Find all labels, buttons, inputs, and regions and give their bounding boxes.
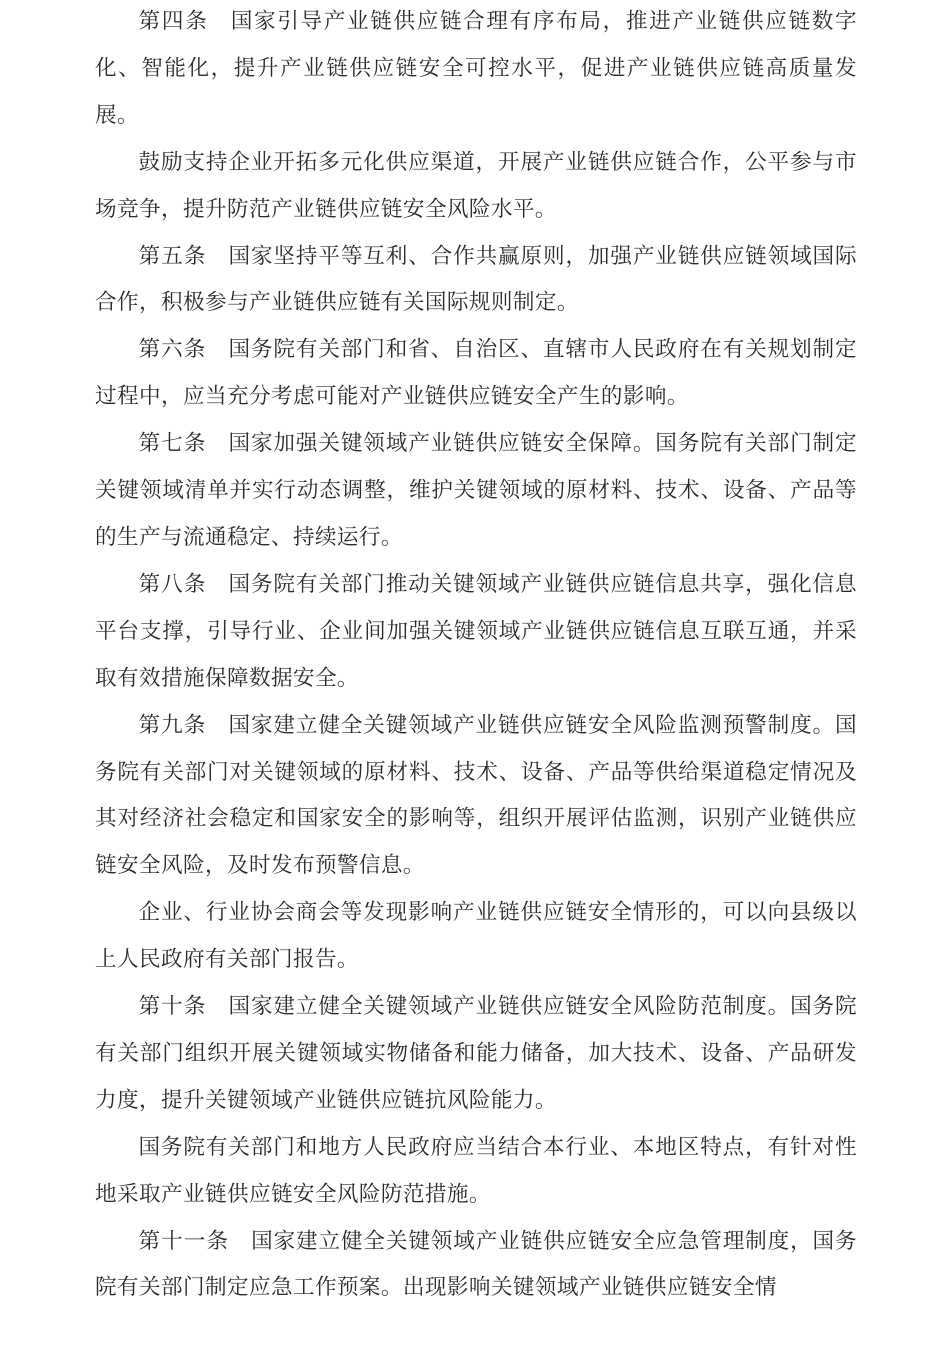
paragraph-article-7 <box>95 421 857 562</box>
paragraph-article-10 <box>95 984 857 1125</box>
paragraph-article-4-cont <box>95 140 857 234</box>
paragraph-article-11 <box>95 1219 857 1313</box>
paragraph-article-6 <box>95 327 857 421</box>
paragraph-text: 国务院有关部门和地方人民政府应当结合本行业、本地区特点，有针对性地采取产业链供应链安全风险防范措施。 <box>95 1134 857 1207</box>
paragraph-text: 国务院有关部门和省、自治区、直辖市人民政府在有关规划制定过程中，应当充分考虑可能对产业链供应链安全产生的影响。 <box>95 337 857 410</box>
paragraph-article-4 <box>95 0 857 140</box>
paragraph-article-9 <box>95 703 857 891</box>
paragraph-text: 国家坚持平等互利、合作共赢原则，加强产业链供应链领域国际合作，积极参与产业链供应链有关国际规则制定。 <box>95 243 857 316</box>
article-number: 第十条 <box>138 994 207 1020</box>
paragraph-text: 国家建立健全关键领域产业链供应链安全风险防范制度。国务院有关部门组织开展关键领域实物储备和能力储备，加大技术、设备、产品研发力度，提升关键领域产业链供应链抗风险能力。 <box>95 994 857 1113</box>
article-number: 第九条 <box>138 712 207 738</box>
article-number: 第六条 <box>138 337 207 363</box>
article-number: 第四条 <box>138 9 209 34</box>
paragraph-article-5 <box>95 234 857 328</box>
paragraph-text: 国家建立健全关键领域产业链供应链安全风险监测预警制度。国务院有关部门对关键领域的原材料、技术、设备、产品等供给渠道稳定情况及其对经济社会稳定和国家安全的影响等，组织开展评估监测，识别产业链供应链安全风险，及时发布预警信息。 <box>95 712 857 879</box>
paragraph-text: 鼓励支持企业开拓多元化供应渠道，开展产业链供应链合作，公平参与市场竞争，提升防范产业链供应链安全风险水平。 <box>95 149 857 222</box>
article-number: 第十一条 <box>138 1228 230 1254</box>
article-number: 第七条 <box>138 431 207 457</box>
article-number: 第五条 <box>138 243 207 269</box>
paragraph-text: 国家建立健全关键领域产业链供应链安全应急管理制度，国务院有关部门制定应急工作预案。出现影响关键领域产业链供应链安全情 <box>95 1228 857 1301</box>
paragraph-text: 企业、行业协会商会等发现影响产业链供应链安全情形的，可以向县级以上人民政府有关部门报告。 <box>95 900 857 973</box>
paragraph-text: 国家加强关键领域产业链供应链安全保障。国务院有关部门制定关键领域清单并实行动态调整，维护关键领域的原材料、技术、设备、产品等的生产与流通稳定、持续运行。 <box>95 431 857 550</box>
paragraph-article-10-cont <box>95 1125 857 1219</box>
paragraph-article-8 <box>95 562 857 703</box>
paragraph-article-9-cont <box>95 890 857 984</box>
paragraph-text: 国务院有关部门推动关键领域产业链供应链信息共享，强化信息平台支撑，引导行业、企业间加强关键领域产业链供应链信息互联互通，并采取有效措施保障数据安全。 <box>95 571 857 691</box>
article-number: 第八条 <box>138 571 207 597</box>
document-page <box>95 0 857 1312</box>
paragraph-text: 国家引导产业链供应链合理有序布局，推进产业链供应链数字化、智能化，提升产业链供应链安全可控水平，促进产业链供应链高质量发展。 <box>95 9 857 128</box>
